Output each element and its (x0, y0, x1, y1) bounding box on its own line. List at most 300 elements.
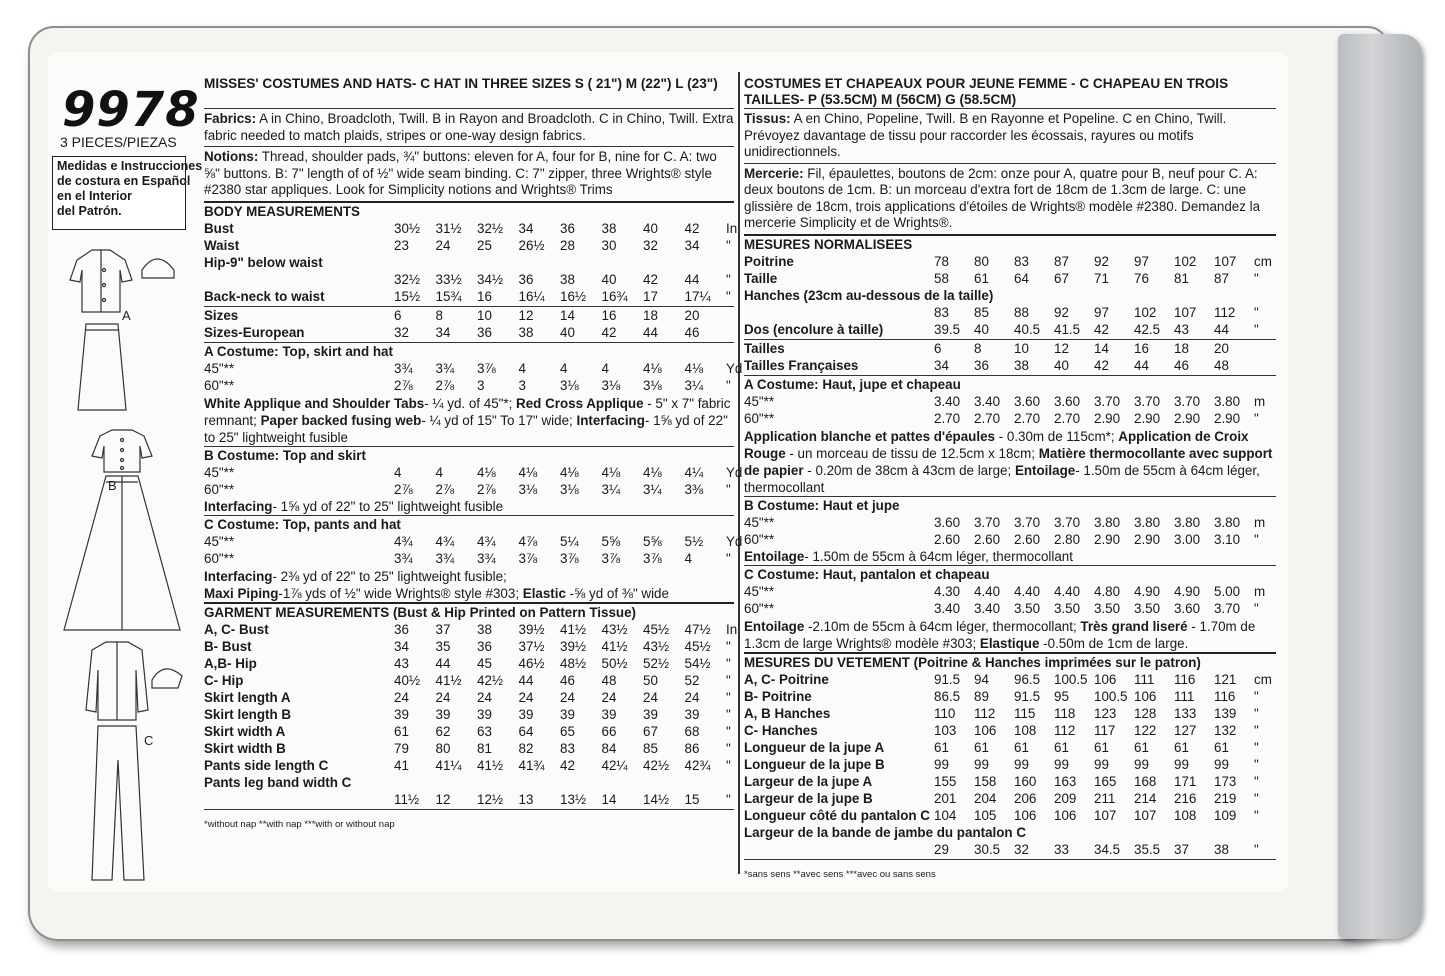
row-label: C- Hanches (744, 723, 818, 738)
row-unit: Yd (726, 360, 743, 376)
table-row (204, 272, 734, 289)
row-value: 44 (518, 673, 534, 688)
row-value: 106 (1014, 808, 1037, 823)
table-row (204, 534, 743, 551)
row-value: 106 (974, 723, 997, 738)
row-value: 3.70 (1214, 601, 1241, 616)
row-value: 89 (974, 689, 989, 704)
sizes-section (204, 306, 734, 342)
row-unit: " (1254, 774, 1259, 789)
row-value: 80 (435, 741, 451, 756)
row-value: 39 (684, 707, 700, 722)
row-label: Poitrine (744, 253, 794, 269)
row-value: 3⅜ (684, 481, 704, 497)
body-measurement-rows (204, 220, 738, 306)
row-value: 39 (643, 707, 658, 722)
row-unit: " (726, 551, 731, 566)
row-value: 4⅛ (684, 360, 704, 376)
row-unit: " (726, 758, 731, 773)
row-value: 216 (1174, 791, 1197, 806)
notions-text: Thread, shoulder pads, ¾" buttons: eleven for A, four for B, nine for C. A: two ⅝" buttons. B: 7" length of of ½" wide seam binding. C: 7" zipper, three Wrights® style #2380 star appliques. Look for Simplicity notions and Wrights® Trims (204, 149, 717, 197)
row-label: Hanches (23cm au-dessous de la taille) (744, 287, 994, 303)
row-value: 12½ (477, 792, 504, 807)
row-value: 5⅝ (643, 534, 662, 549)
row-value: 106 (1054, 808, 1077, 823)
row-value: 211 (1094, 791, 1116, 806)
row-value: 110 (934, 706, 956, 721)
note-label: Application blanche et pattes d'épaules (744, 428, 995, 444)
row-value: 41½ (601, 639, 628, 654)
row-value: 34.5 (1094, 842, 1121, 857)
row-label: Back-neck to waist (204, 288, 325, 304)
row-value: 163 (1054, 774, 1077, 789)
row-value: 66 (601, 724, 617, 739)
english-title: MISSES' COSTUMES AND HATS- C HAT IN THREE SIZES S ( 21") M (22") L (23") (204, 76, 718, 91)
row-value: 2.90 (1214, 410, 1241, 426)
row-value: 42 (684, 220, 700, 236)
row-value: 14 (1094, 340, 1109, 356)
row-label: A,B- Hip (204, 656, 257, 671)
row-label: Longueur de la jupe B (744, 757, 885, 772)
row-value: 16¼ (518, 288, 545, 304)
row-value: 37½ (518, 639, 545, 654)
row-value: 3⅞ (560, 551, 579, 566)
table-row (744, 341, 1276, 358)
row-value: 50½ (601, 656, 628, 671)
row-value: 14 (601, 792, 617, 807)
footnote-section (204, 809, 734, 834)
row-unit: Yd (726, 464, 743, 480)
row-label: Taille (744, 270, 778, 286)
table-row (204, 741, 734, 758)
body-measurements-section (744, 234, 1276, 339)
row-value: 48 (1214, 357, 1229, 373)
row-value: 31½ (435, 220, 462, 236)
row-value: 91.5 (1014, 689, 1041, 704)
row-value: 3 (518, 377, 526, 393)
row-value: 86.5 (934, 689, 961, 704)
note-text: - 5" x 7" fabric remnant; (204, 395, 731, 428)
row-value: 3⅛ (560, 377, 579, 393)
notions-section (744, 163, 1276, 234)
row-value: 97 (1094, 304, 1109, 320)
row-value: 168 (1134, 774, 1157, 789)
row-value: 2.90 (1134, 410, 1161, 426)
row-value: 35.5 (1134, 842, 1161, 857)
row-unit: m (1254, 584, 1266, 599)
row-value: 133 (1174, 706, 1197, 721)
table-row (744, 723, 1276, 740)
row-value: 34 (518, 220, 534, 236)
row-unit: " (1254, 601, 1259, 616)
row-label: 45"** (744, 584, 775, 599)
row-value: 32 (643, 237, 658, 253)
row-value: 3.10 (1214, 531, 1241, 547)
view-a-hat-drawing (142, 259, 174, 278)
row-value: 50 (643, 673, 658, 688)
row-label: Skirt length A (204, 690, 291, 705)
row-unit: " (726, 690, 731, 705)
row-value: 3⅞ (601, 551, 621, 566)
table-row (744, 532, 1276, 549)
table-row (744, 740, 1276, 757)
row-value: 3.60 (1054, 393, 1081, 409)
costume-b-notes (204, 499, 734, 516)
row-value: 3.70 (1054, 514, 1081, 530)
table-row (744, 411, 1276, 428)
table-row (744, 288, 1276, 305)
row-value: 3 (477, 377, 485, 393)
footnote: *without nap **with nap ***with or without nap (204, 819, 395, 830)
row-value: 3.80 (1214, 393, 1241, 409)
costume-a-section (744, 375, 1276, 496)
row-value: 3.50 (1134, 601, 1161, 616)
row-value: 64 (518, 724, 534, 739)
row-value: 3⅛ (643, 377, 662, 393)
row-value: 4⅛ (601, 464, 621, 480)
row-value: 107 (1214, 253, 1237, 269)
costume-b-section (204, 446, 743, 516)
view-label-a: A (122, 308, 131, 323)
row-value: 32 (1014, 842, 1029, 857)
row-value: 160 (1014, 774, 1037, 789)
note-label: Paper backed fusing web (260, 412, 422, 428)
row-value: 18 (643, 307, 658, 323)
row-value: 219 (1214, 791, 1237, 806)
row-value: 14½ (643, 792, 670, 807)
row-value: 24 (435, 237, 451, 253)
spanish-note-line: Medidas e Instrucciones (57, 159, 203, 173)
row-label: Bust (204, 220, 234, 236)
fabrics-label: Fabrics: (204, 111, 257, 126)
row-value: 12 (1054, 340, 1069, 356)
row-value: 4 (684, 551, 692, 566)
garment-measurements-section (744, 652, 1276, 859)
row-value: 4 (601, 360, 609, 376)
row-label: A, C- Poitrine (744, 672, 829, 687)
table-row (744, 601, 1276, 618)
row-value: 24 (435, 690, 451, 705)
row-value: 83 (560, 741, 575, 756)
row-value: 3¾ (435, 360, 455, 376)
row-value: 44 (1134, 357, 1149, 373)
row-value: 39½ (518, 622, 545, 637)
row-value: 3.80 (1174, 514, 1201, 530)
row-value: 87 (1054, 253, 1069, 269)
row-value: 6 (394, 307, 402, 323)
row-unit: " (726, 792, 731, 807)
row-value: 61 (974, 740, 989, 755)
row-value: 92 (1054, 304, 1069, 320)
note-label: Très grand liseré (1080, 619, 1188, 634)
row-value: 3.70 (1014, 514, 1041, 530)
row-value: 24 (394, 690, 409, 705)
row-value: 2.90 (1134, 531, 1161, 547)
row-value: 3.70 (1094, 393, 1121, 409)
row-value: 40 (643, 220, 658, 236)
row-unit: " (1254, 689, 1259, 704)
row-label: 45"** (204, 534, 235, 549)
sizes-section (744, 339, 1276, 375)
row-value: 15¾ (435, 288, 462, 304)
note-label: Maxi Piping (204, 586, 279, 601)
note-text: - ¼ yd of 15" To 17" wide; (421, 412, 577, 428)
row-value: 58 (934, 270, 949, 286)
row-value: 3.40 (974, 601, 1001, 616)
row-value: 39 (601, 707, 617, 722)
row-value: 42.5 (1134, 321, 1161, 337)
fabrics-section (204, 108, 734, 146)
table-row (744, 706, 1276, 723)
costume-a-notes (204, 395, 734, 446)
row-value: 42½ (643, 758, 670, 773)
row-label: Skirt width B (204, 741, 286, 756)
row-label: Largeur de la bande de jambe du pantalon C (744, 825, 1026, 840)
note-text: - un morceau de tissu de 12.5cm x 18cm; (785, 445, 1039, 461)
row-value: 71 (1094, 270, 1109, 286)
row-value: 41½ (477, 758, 504, 773)
row-value: 61 (1174, 740, 1189, 755)
row-value: 3.70 (974, 514, 1001, 530)
row-value: 48½ (560, 656, 587, 671)
row-value: 15½ (394, 288, 421, 304)
row-unit: " (1254, 723, 1259, 738)
row-value: 40½ (394, 673, 421, 688)
row-value: 4.40 (1014, 584, 1041, 599)
table-row (204, 622, 738, 639)
row-value: 4¾ (435, 534, 455, 549)
table-row (204, 690, 734, 707)
spanish-instructions-note (52, 156, 203, 230)
section-header: A Costume: Haut, jupe et chapeau (744, 376, 961, 392)
row-value: 36 (518, 271, 534, 287)
table-row (204, 308, 734, 325)
row-value: 112 (1214, 304, 1236, 320)
row-value: 3¾ (394, 360, 413, 376)
row-value: 111 (1174, 689, 1195, 704)
row-value: 16 (477, 288, 492, 304)
note-text: - ¼ yd. of 45"*; (424, 395, 517, 411)
view-a-skirt-drawing (78, 324, 126, 410)
row-unit: " (1254, 531, 1259, 547)
row-value: 3⅞ (518, 551, 538, 566)
note-text: - 1.50m de 55cm à 64cm léger, thermocollant (804, 548, 1073, 564)
row-value: 108 (1174, 808, 1197, 823)
row-value: 123 (1094, 706, 1117, 721)
row-value: 201 (934, 791, 957, 806)
row-value: 155 (934, 774, 957, 789)
row-value: 30½ (394, 220, 421, 236)
row-value: 4.30 (934, 584, 961, 599)
row-value: 99 (1134, 757, 1149, 772)
yardage-rows (744, 584, 1276, 618)
row-label: Longueur de la jupe A (744, 740, 885, 755)
row-value: 5½ (684, 534, 704, 549)
row-value: 11½ (394, 792, 420, 807)
row-value: 44 (435, 656, 451, 671)
row-value: 43½ (601, 622, 628, 637)
row-value: 105 (974, 808, 997, 823)
row-value: 2⅞ (394, 481, 413, 497)
note-label: Elastic (522, 586, 566, 601)
row-value: 34 (394, 639, 409, 654)
row-value: 12 (435, 792, 451, 807)
note-label: Entoilage (1014, 462, 1076, 478)
footnote: *sans sens **avec sens ***avec ou sans sens (744, 869, 936, 880)
row-label: B- Poitrine (744, 689, 812, 704)
row-value: 132 (1214, 723, 1237, 738)
table-row (744, 774, 1276, 791)
fabrics-section (744, 108, 1276, 163)
row-value: 97 (1134, 253, 1149, 269)
row-value: 42 (601, 324, 617, 340)
row-value: 99 (1214, 757, 1229, 772)
row-value: 83 (934, 304, 949, 320)
note-text: - 1⅝ yd of 22" to 25" lightweight fusible (204, 412, 728, 445)
table-row (744, 584, 1276, 601)
row-value: 36 (477, 639, 492, 654)
row-value: 86 (684, 741, 700, 756)
row-value: 42 (560, 758, 575, 773)
row-value: 2.60 (934, 531, 961, 547)
row-value: 127 (1174, 723, 1197, 738)
row-value: 3.40 (934, 393, 961, 409)
row-label: 60"** (744, 531, 775, 547)
row-value: 107 (1094, 808, 1117, 823)
row-value: 3¾ (435, 551, 455, 566)
row-value: 122 (1134, 723, 1157, 738)
table-row (204, 775, 734, 792)
row-value: 117 (1094, 723, 1116, 738)
row-value: 4.80 (1094, 584, 1121, 599)
row-value: 99 (1014, 757, 1029, 772)
row-value: 8 (974, 340, 982, 356)
row-value: 28 (560, 237, 575, 253)
row-value: 81 (1174, 270, 1189, 286)
row-unit: " (726, 724, 731, 739)
row-value: 99 (974, 757, 989, 772)
garment-measurement-rows (204, 622, 738, 809)
row-value: 5¼ (560, 534, 579, 549)
row-value: 3¼ (601, 481, 621, 497)
row-label: Skirt width A (204, 724, 286, 739)
row-value: 61 (394, 724, 409, 739)
row-value: 88 (1014, 304, 1029, 320)
row-value: 38 (560, 271, 575, 287)
row-value: 3.40 (974, 393, 1001, 409)
row-value: 3⅞ (477, 360, 496, 376)
row-value: 5.00 (1214, 584, 1241, 599)
row-value: 39 (560, 707, 575, 722)
row-value: 41¼ (435, 758, 462, 773)
row-value: 102 (1174, 253, 1197, 269)
section-header: MESURES DU VETEMENT (Poitrine & Hanches imprimées sur le patron) (744, 655, 1201, 670)
table-row (744, 254, 1276, 271)
row-value: 39 (518, 707, 534, 722)
table-row (744, 358, 1276, 375)
row-value: 99 (934, 757, 949, 772)
row-value: 38 (601, 220, 617, 236)
row-unit: cm (1254, 253, 1272, 269)
row-value: 46½ (518, 656, 545, 671)
row-value: 39 (477, 707, 492, 722)
row-value: 24 (560, 690, 575, 705)
row-value: 3.60 (934, 514, 961, 530)
row-value: 4¾ (394, 534, 413, 549)
table-row (204, 639, 734, 656)
row-value: 64 (1014, 270, 1029, 286)
row-unit: " (726, 707, 731, 722)
row-value: 61 (934, 740, 949, 755)
row-value: 128 (1134, 706, 1157, 721)
row-value: 48 (601, 673, 617, 688)
row-value: 39½ (560, 639, 587, 654)
notions-label: Notions: (204, 149, 259, 164)
row-unit: Yd (726, 534, 743, 549)
note-text: - 0.20m de 38cm à 43cm de large; (803, 462, 1015, 478)
row-value: 13 (518, 792, 534, 807)
row-unit: " (726, 656, 731, 671)
french-title: COSTUMES ET CHAPEAUX POUR JEUNE FEMME - C CHAPEAU EN TROIS TAILLES- P (53.5CM) M (56CM) G (58.5CM) (744, 76, 1229, 107)
row-value: 80 (974, 253, 989, 269)
row-value: 61 (974, 270, 989, 286)
row-value: 43½ (643, 639, 670, 654)
row-value: 106 (1094, 672, 1117, 687)
note-label: Interfacing (204, 569, 273, 584)
row-unit: " (726, 673, 731, 688)
row-value: 2⅞ (394, 377, 413, 393)
row-value: 3.80 (1094, 514, 1121, 530)
row-value: 61 (1134, 740, 1149, 755)
row-value: 3¾ (477, 551, 496, 566)
row-value: 14 (560, 307, 575, 323)
view-a-top-drawing (70, 250, 132, 312)
row-value: 104 (934, 808, 957, 823)
row-label: 60"** (204, 481, 235, 497)
costume-b-notes (744, 549, 1276, 566)
row-value: 209 (1054, 791, 1077, 806)
table-row (204, 378, 734, 395)
row-value: 106 (1134, 689, 1157, 704)
row-unit: In (726, 622, 738, 637)
pieces-count: 3 PIECES/PIEZAS (60, 134, 177, 150)
row-label: Longueur côté du pantalon C (744, 808, 930, 823)
row-value: 112 (974, 706, 996, 721)
row-value: 47½ (684, 622, 711, 637)
table-row (204, 792, 734, 809)
row-value: 41½ (435, 673, 462, 688)
note-text: -⅝ yd of ⅜" wide (565, 586, 669, 601)
row-value: 92 (1094, 253, 1109, 269)
row-value: 16½ (560, 288, 587, 304)
row-unit: " (726, 639, 731, 654)
table-row (204, 707, 734, 724)
row-value: 3.80 (1134, 514, 1161, 530)
row-unit: " (1254, 410, 1259, 426)
row-unit: " (1254, 757, 1259, 772)
row-value: 52 (684, 673, 700, 688)
notions-label: Mercerie: (744, 165, 804, 181)
row-value: 45½ (643, 622, 670, 637)
row-value: 34 (684, 237, 700, 253)
row-value: 38 (1214, 842, 1229, 857)
row-value: 4 (560, 360, 568, 376)
table-row (204, 724, 734, 741)
row-unit: m (1254, 514, 1266, 530)
row-value: 16 (1134, 340, 1149, 356)
view-c-top-drawing (86, 642, 148, 720)
row-label: 45"** (204, 464, 235, 480)
